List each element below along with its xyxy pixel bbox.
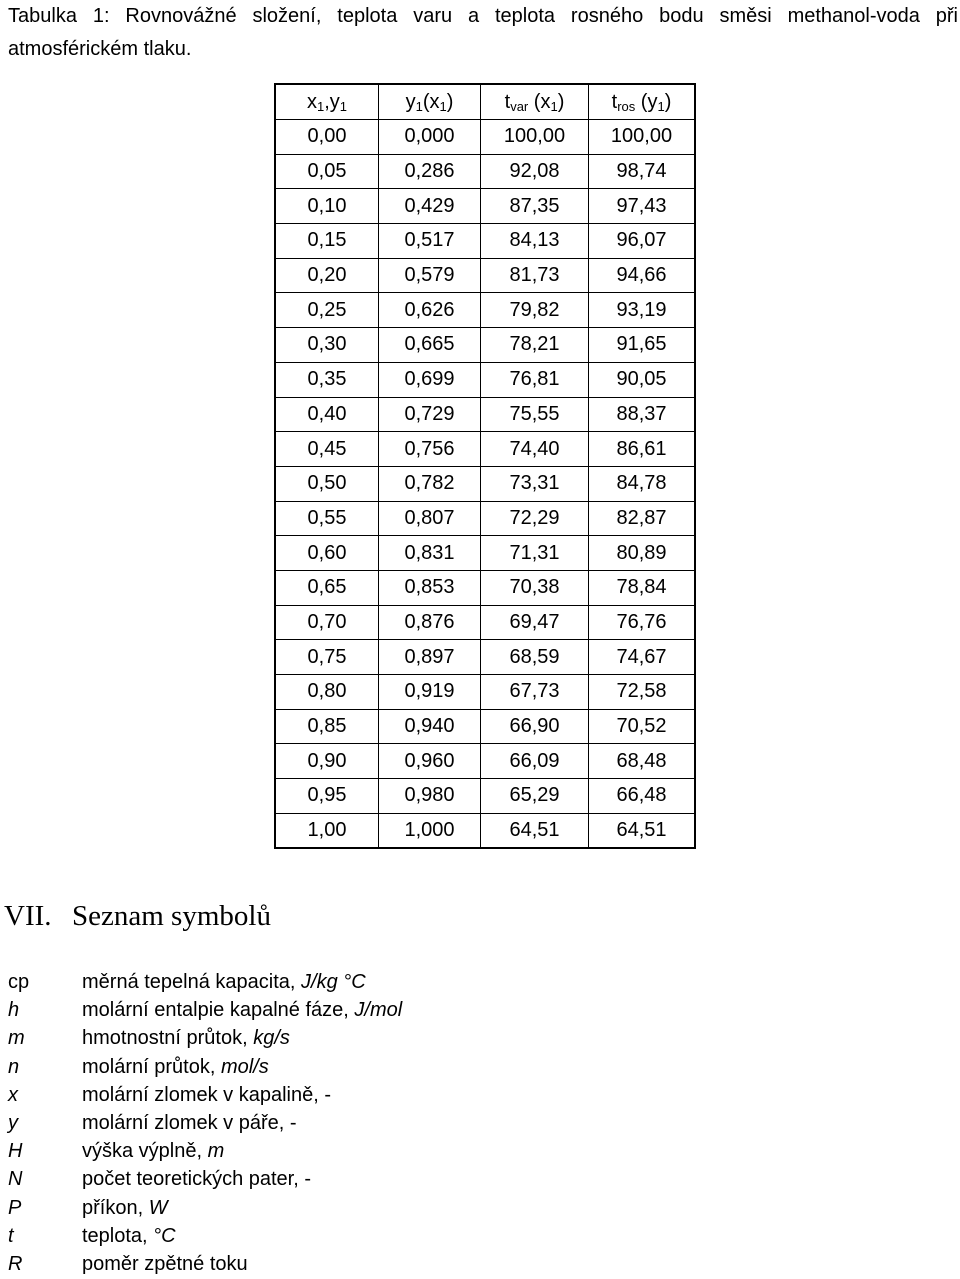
table-header-cell: $t_{ros}$ $(y_1)$ [589, 84, 696, 120]
symbol-name: n [8, 1055, 20, 1078]
symbol-description: molární zlomek v kapalině, - [82, 1083, 331, 1106]
symbol-description: poměr zpětné toku [82, 1252, 248, 1275]
table-cell: 92,08 [481, 154, 589, 189]
table-row [275, 328, 695, 363]
table-row [275, 779, 695, 814]
table-cell: 70,52 [589, 709, 696, 744]
table-cell: 87,35 [481, 189, 589, 224]
symbol-row [8, 968, 402, 996]
table-cell: 98,74 [589, 154, 696, 189]
section-title: Seznam symbolů [72, 900, 271, 932]
table-row [275, 189, 695, 224]
symbol-description: teplota, °C [82, 1224, 176, 1247]
table-cell: 65,29 [481, 779, 589, 814]
symbol-unit: J/kg °C [301, 971, 366, 993]
table-body [275, 120, 695, 849]
table-header-cell: $y_1(x_1)$ [379, 84, 481, 120]
symbol-unit: W [148, 1196, 168, 1219]
table-row [275, 120, 695, 155]
table-cell: 72,58 [589, 675, 696, 710]
symbol-row [8, 1222, 402, 1250]
table-row [275, 709, 695, 744]
symbol-unit: m [207, 1140, 225, 1163]
table-cell: 68,48 [589, 744, 696, 779]
symbol-row [8, 1165, 402, 1193]
table-cell: 0,782 [379, 466, 481, 501]
table-cell: 0,05 [275, 154, 379, 189]
table-cell: 0,50 [275, 466, 379, 501]
table-cell: 74,67 [589, 640, 696, 675]
table-cell: 1,000 [379, 813, 481, 848]
table-cell: 0,919 [379, 675, 481, 710]
table-row [275, 501, 695, 536]
symbol-unit: mol/s [220, 1055, 269, 1078]
symbol-row [8, 1137, 402, 1165]
table-cell: 69,47 [481, 605, 589, 640]
table-cell: 0,579 [379, 258, 481, 293]
table-cell: 0,831 [379, 536, 481, 571]
table-cell: 0,45 [275, 432, 379, 467]
table-cell: 70,38 [481, 570, 589, 605]
table-row [275, 570, 695, 605]
table-row [275, 362, 695, 397]
table-cell: 0,429 [379, 189, 481, 224]
table-cell: 66,48 [589, 779, 696, 814]
table-cell: 0,70 [275, 605, 379, 640]
table-cell: 82,87 [589, 501, 696, 536]
symbol-name: x [8, 1083, 18, 1106]
table-cell: 0,665 [379, 328, 481, 363]
table-cell: 73,31 [481, 466, 589, 501]
symbol-unit: J/mol [354, 999, 403, 1022]
table-cell: 0,15 [275, 224, 379, 259]
table-cell: 0,85 [275, 709, 379, 744]
table-cell: 0,60 [275, 536, 379, 571]
symbol-row [8, 1194, 402, 1222]
table-cell: 71,31 [481, 536, 589, 571]
symbol-name: m [8, 1027, 25, 1050]
table-cell: 93,19 [589, 293, 696, 328]
table-cell: 0,286 [379, 154, 481, 189]
symbol-row [8, 1109, 402, 1137]
symbol-row [8, 1250, 402, 1278]
table-cell: 0,40 [275, 397, 379, 432]
table-cell: 0,756 [379, 432, 481, 467]
symbol-description: molární entalpie kapalné fáze, J/mol [82, 999, 403, 1022]
table-cell: 0,960 [379, 744, 481, 779]
table-cell: 1,00 [275, 813, 379, 848]
table-cell: 0,90 [275, 744, 379, 779]
table-cell: 79,82 [481, 293, 589, 328]
table-header-row [275, 84, 695, 120]
symbol-description: příkon, W [82, 1196, 168, 1219]
table-header-cell: $x_1,y_1$ [275, 84, 379, 120]
table-cell: 0,25 [275, 293, 379, 328]
symbol-name: N [8, 1168, 23, 1191]
table-cell: 0,517 [379, 224, 481, 259]
table-row [275, 224, 695, 259]
table-row [275, 293, 695, 328]
table-cell: 66,90 [481, 709, 589, 744]
table-row [275, 536, 695, 571]
table-cell: 0,807 [379, 501, 481, 536]
table-cell: 66,09 [481, 744, 589, 779]
table-cell: 0,729 [379, 397, 481, 432]
symbol-name: P [8, 1196, 22, 1219]
symbol-row [8, 1053, 402, 1081]
table-cell: 81,73 [481, 258, 589, 293]
table-cell: 0,897 [379, 640, 481, 675]
table-row [275, 640, 695, 675]
table-cell: 100,00 [589, 120, 696, 155]
table-cell: 90,05 [589, 362, 696, 397]
table-cell: 88,37 [589, 397, 696, 432]
section-heading [4, 896, 271, 936]
table-row [275, 813, 695, 848]
table-cell: 0,10 [275, 189, 379, 224]
symbol-name: y [8, 1111, 18, 1134]
equilibrium-table [274, 83, 696, 849]
table-cell: 0,30 [275, 328, 379, 363]
table-row [275, 397, 695, 432]
table-cell: 86,61 [589, 432, 696, 467]
table-cell: 0,80 [275, 675, 379, 710]
table-row [275, 744, 695, 779]
table-cell: 67,73 [481, 675, 589, 710]
table-cell: 0,876 [379, 605, 481, 640]
table-cell: 84,13 [481, 224, 589, 259]
symbol-description: molární průtok, mol/s [82, 1055, 269, 1078]
table-cell: 0,000 [379, 120, 481, 155]
table-cell: 84,78 [589, 466, 696, 501]
symbol-row [8, 996, 402, 1024]
symbol-description: hmotnostní průtok, kg/s [82, 1027, 290, 1050]
table-cell: 94,66 [589, 258, 696, 293]
table-row [275, 466, 695, 501]
table-cell: 64,51 [589, 813, 696, 848]
table-cell: 100,00 [481, 120, 589, 155]
table-cell: 76,81 [481, 362, 589, 397]
table-cell: 0,626 [379, 293, 481, 328]
symbol-list [8, 968, 402, 1278]
table-row [275, 432, 695, 467]
table-row [275, 675, 695, 710]
table-cell: 0,55 [275, 501, 379, 536]
table-cell: 0,940 [379, 709, 481, 744]
symbol-description: molární zlomek v páře, - [82, 1111, 297, 1134]
symbol-name: H [8, 1140, 23, 1163]
table-row [275, 154, 695, 189]
table-cell: 0,980 [379, 779, 481, 814]
table-cell: 0,00 [275, 120, 379, 155]
symbol-name: cp [8, 971, 30, 993]
table-cell: 0,699 [379, 362, 481, 397]
table-cell: 0,20 [275, 258, 379, 293]
table-cell: 0,65 [275, 570, 379, 605]
symbol-description: měrná tepelná kapacita, J/kg °C [82, 971, 366, 993]
table-cell: 78,21 [481, 328, 589, 363]
table-cell: 91,65 [589, 328, 696, 363]
table-cell: 78,84 [589, 570, 696, 605]
section-number: VII. [4, 900, 52, 932]
table-cell: 0,95 [275, 779, 379, 814]
symbol-description: počet teoretických pater, - [82, 1168, 312, 1191]
table-cell: 64,51 [481, 813, 589, 848]
table-cell: 97,43 [589, 189, 696, 224]
symbol-row [8, 1024, 402, 1052]
symbol-name: R [8, 1252, 23, 1275]
table-cell: 96,07 [589, 224, 696, 259]
symbol-row [8, 1081, 402, 1109]
table-cell: 0,35 [275, 362, 379, 397]
table-cell: 68,59 [481, 640, 589, 675]
symbol-name: t [8, 1224, 14, 1247]
table-header-cell: $t_{var}$ $(x_1)$ [481, 84, 589, 120]
table-cell: 0,75 [275, 640, 379, 675]
table-cell: 75,55 [481, 397, 589, 432]
table-cell: 72,29 [481, 501, 589, 536]
table-cell: 76,76 [589, 605, 696, 640]
table-row [275, 258, 695, 293]
table-cell: 80,89 [589, 536, 696, 571]
symbol-unit: kg/s [253, 1027, 290, 1050]
symbol-description: výška výplně, m [82, 1140, 225, 1163]
table-cell: 74,40 [481, 432, 589, 467]
table-cell: 0,853 [379, 570, 481, 605]
symbol-unit: °C [153, 1224, 176, 1247]
symbol-name: h [8, 999, 20, 1022]
table-row [275, 605, 695, 640]
table-caption: Tabulka 1: Rovnovážné složení, teplota varu a teplota rosného bodu směsi methanol-voda při atmosférickém tlaku. [8, 5, 958, 60]
